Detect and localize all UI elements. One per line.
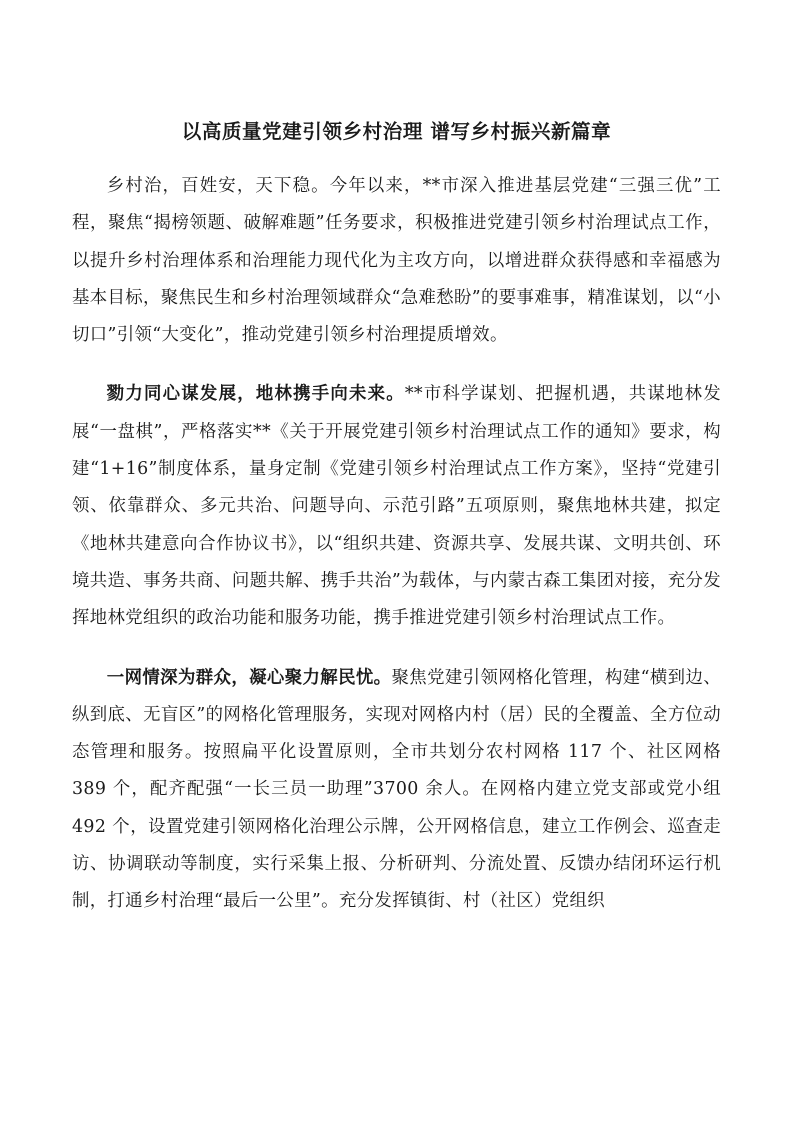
paragraph-lead: 一网情深为群众，凝心聚力解民忧。: [106, 667, 392, 688]
paragraph-lead: 勠力同心谋发展，地林携手向未来。: [106, 384, 405, 405]
paragraph-grid-management: [72, 660, 721, 921]
paragraph-body: 乡村治，百姓安，天下稳。今年以来，**市深入推进基层党建“三强三优”工程，聚焦“揭榜领题、破解难题”任务要求，积极推进党建引领乡村治理试点工作，以提升乡村治理体系和治理能力现代化为主攻方向，以增进群众获得感和幸福感为基本目标，聚焦民生和乡村治理领域群众“急难愁盼”的要事难事，精准谋划，以“小切口”引领“大变化”，推动党建引领乡村治理提质增效。: [72, 176, 721, 346]
paragraph-development: [72, 376, 721, 637]
paragraph-body: **市科学谋划、把握机遇，共谋地林发展“一盘棋”，严格落实**《关于开展党建引领乡村治理试点工作的通知》要求，构建“1+16”制度体系，量身定制《党建引领乡村治理试点工作方案》，坚持“党建引领、依靠群众、多元共治、问题导向、示范引路”五项原则，聚焦地林共建，拟定《地林共建意向合作协议书》，以“组织共建、资源共享、发展共谋、文明共创、环境共造、事务共商、问题共解、携手共治”为载体，与内蒙古森工集团对接，充分发挥地林党组织的政治功能和服务功能，携手推进党建引领乡村治理试点工作。: [72, 384, 721, 629]
paragraph-intro: [72, 168, 721, 354]
paragraph-body: 聚焦党建引领网格化管理，构建“横到边、纵到底、无盲区”的网格化管理服务，实现对网格内村（居）民的全覆盖、全方位动态管理和服务。按照扁平化设置原则，全市共划分农村网格 117 个、社区网格 389 个，配齐配强“一长三员一助理”3700 余人。在网格内建立党支部或党小组 492 个，设置党建引领网格化治理公示牌，公开网格信息，建立工作例会、巡查走访、协调联动等制度，实行采集上报、分析研判、分流处置、反馈办结闭环运行机制，打通乡村治理“最后一公里”。充分发挥镇街、村（社区）党组织: [72, 667, 721, 912]
document-title: 以高质量党建引领乡村治理 谱写乡村振兴新篇章: [181, 120, 612, 143]
